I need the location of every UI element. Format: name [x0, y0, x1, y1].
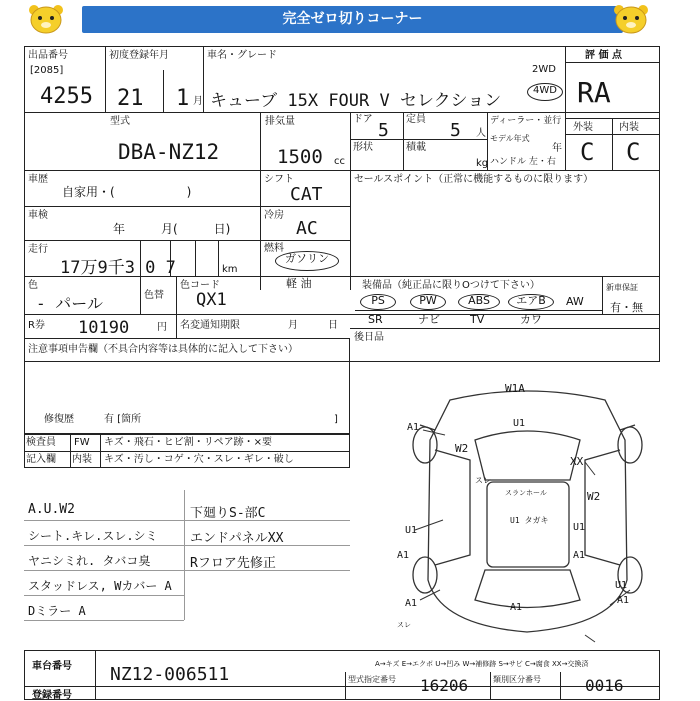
model-year-unit: 年 [552, 143, 562, 154]
car-name-grade: キューブ 15X FOUR V セレクション [210, 91, 502, 111]
notes-label: 注意事項申告欄（不具合内容等は具体的に記入して下さい） [28, 344, 298, 355]
mark-right-rear-scratch: A1 [573, 550, 586, 561]
recycle-value: 10190 [78, 318, 130, 338]
chassis-number-label: 車台番号 [32, 661, 72, 672]
mascot-bear-icon-left [25, 3, 67, 37]
color-value: - パール [36, 294, 103, 313]
mileage-label: 走行 [28, 244, 48, 255]
displacement-label: 排気量 [265, 116, 295, 127]
fuel-label: 燃料 [264, 243, 284, 254]
month-unit: 月 [193, 96, 203, 107]
shape-label: 形状 [353, 142, 373, 153]
model-code: DBA-NZ12 [118, 140, 220, 164]
mark-front-bumper: W1A [505, 382, 525, 395]
lot-number-label: 出品番号 [28, 50, 68, 61]
note-left-4: スタッドレス, Wカバー A [28, 579, 172, 593]
note-right-1: 下廻りS-部C [190, 506, 266, 521]
damage-legend: A→キズ E→エクボ U→凹み W→補修跡 S→サビ C→腐食 XX→交換済 [375, 660, 589, 668]
repair-history-close: ] [334, 414, 338, 425]
ac-value: AC [296, 218, 318, 239]
equip-sr: SR [368, 313, 383, 326]
registration-year: 21 [117, 86, 144, 111]
mark-steering-wheel: スランホール [505, 489, 547, 497]
interior-grade-label: 内装 [619, 122, 639, 133]
first-registration-label: 初度登録年月 [109, 50, 169, 61]
usage-value: 自家用・( ) [62, 185, 192, 199]
shift-value: CAT [290, 184, 323, 205]
note-right-3: Rフロア先修正 [190, 556, 276, 571]
mark-left-rear-scratch: A1 [397, 550, 410, 561]
inspector-label: 検査員 [26, 437, 56, 448]
equipment-label: 装備品（純正品に限りOつけて下さい） [362, 280, 540, 291]
new-car-warranty-value: 有・無 [610, 301, 643, 314]
type-designation-number: 16206 [420, 676, 469, 695]
repair-history-label: 修復歴 [44, 414, 74, 425]
chassis-number: NZ12-006511 [110, 664, 230, 685]
car-damage-diagram [395, 380, 660, 645]
person-unit: 人 [476, 128, 486, 139]
equip-airbag: エアB [508, 294, 554, 310]
classification-number: 0016 [585, 676, 624, 695]
model-year-label: モデル年式 [490, 134, 530, 143]
mascot-bear-icon-right [610, 3, 652, 37]
mark-front-right-xx: XX [570, 455, 584, 468]
inspection-label: 車検 [28, 210, 48, 221]
name-change-deadline-fields: 月 日 [288, 320, 338, 331]
registration-number-label: 登録番号 [32, 690, 72, 701]
equip-ps: PS [360, 294, 396, 310]
capacity-label: 定員 [406, 114, 426, 125]
model-label: 型式 [110, 116, 130, 127]
note-left-3: ヤニシミれ. タバコ臭 [28, 554, 151, 568]
equip-tv: TV [470, 313, 485, 326]
load-label: 積載 [406, 142, 426, 153]
mark-right-door: W2 [587, 490, 601, 503]
mileage-value: 17万9千3 0 7 [60, 258, 176, 278]
note-right-2: エンドパネルXX [190, 531, 284, 546]
mark-front-left-door: W2 [455, 442, 469, 455]
yen-unit: 円 [157, 322, 167, 333]
capacity: 5 [450, 120, 461, 141]
inspection-fields: 年 月( 日) [113, 222, 231, 236]
interior-items: キズ・汚し・コゲ・穴・スレ・ギレ・破し [104, 454, 294, 465]
note-left-1: A.U.W2 [28, 502, 75, 517]
ac-label: 冷房 [264, 210, 284, 221]
sales-point-label: セールスポイント（正常に機能するものに限ります） [354, 174, 594, 185]
km-unit: km [222, 264, 238, 275]
lot-number: 4255 [40, 84, 93, 109]
equip-aw: AW [566, 295, 584, 308]
recycle-label: R券 [28, 320, 45, 331]
exterior-grade: C [580, 138, 595, 166]
mark-right-rear-dent: U1 [573, 522, 586, 533]
cc-unit: cc [334, 156, 345, 167]
repair-history-value: 有 [箇所 [104, 414, 142, 425]
color-label: 色 [28, 280, 38, 291]
registration-month: 1 [176, 86, 190, 111]
mark-front-left-fender: A1 [407, 422, 420, 433]
mark-roof-dent: U1 タガキ [510, 516, 549, 525]
car-name-label: 車名・グレード [207, 50, 277, 61]
mark-left-rear-dent: U1 [405, 525, 418, 536]
lot-sub-number: [2085] [30, 65, 64, 76]
mark-roof-scuff: スレ [475, 476, 491, 485]
fw-label: FW [74, 437, 90, 448]
mark-rear-right: U1 [615, 580, 628, 591]
equip-navi: ナビ [418, 313, 440, 326]
name-change-deadline-label: 名変通知期限 [180, 320, 240, 331]
note-left-5: Dミラー A [28, 604, 86, 618]
drive-4wd-circled: 4WD [527, 83, 563, 101]
new-car-warranty-label: 新車保証 [606, 283, 638, 292]
fw-items: キズ・飛石・ヒビ割・リペア跡・×要 [104, 437, 272, 448]
color-code-value: QX1 [196, 290, 227, 310]
mark-rear-scuff: スレ [397, 621, 411, 629]
equip-pw: PW [410, 294, 446, 310]
shift-label: シフト [264, 174, 294, 185]
mark-rear-left: A1 [405, 598, 418, 609]
fuel-diesel: 軽 油 [286, 277, 312, 290]
doors-label: ドア [353, 114, 373, 125]
drive-2wd: 2WD [532, 64, 556, 75]
fuel-gasoline-circled: ガソリン [275, 251, 339, 271]
doors: 5 [378, 120, 389, 141]
note-left-2: シート.キレ.スレ.シミ [28, 529, 158, 543]
mark-rear-right-quarter: A1 [617, 595, 630, 606]
dealer-label: ディーラー・並行 [490, 116, 562, 126]
after-items-label: 後日品 [354, 332, 384, 343]
equip-abs: ABS [458, 294, 500, 310]
record-label: 記入欄 [26, 454, 56, 465]
exterior-label: 外装 [573, 122, 593, 133]
paint-change-label: 色替 [144, 290, 164, 301]
score-label: 評 価 点 [585, 50, 622, 61]
interior-record-label: 内装 [72, 454, 92, 465]
interior-grade: C [626, 138, 641, 166]
handle-label: ハンドル 左・右 [490, 157, 556, 167]
kg-unit: kg [476, 158, 489, 169]
type-designation-label: 型式指定番号 [348, 675, 396, 684]
classification-label: 類別区分番号 [493, 675, 541, 684]
banner-title: 完全ゼロ切りコーナー [82, 6, 623, 33]
displacement: 1500 [277, 146, 323, 168]
evaluation-score: RA [577, 76, 611, 109]
usage-label: 車歴 [28, 174, 48, 185]
equip-leather: カワ [520, 313, 542, 326]
color-code-label: 色コード [180, 280, 220, 291]
mark-hood: U1 [513, 418, 526, 429]
mark-rear-bumper: A1 [510, 602, 523, 613]
